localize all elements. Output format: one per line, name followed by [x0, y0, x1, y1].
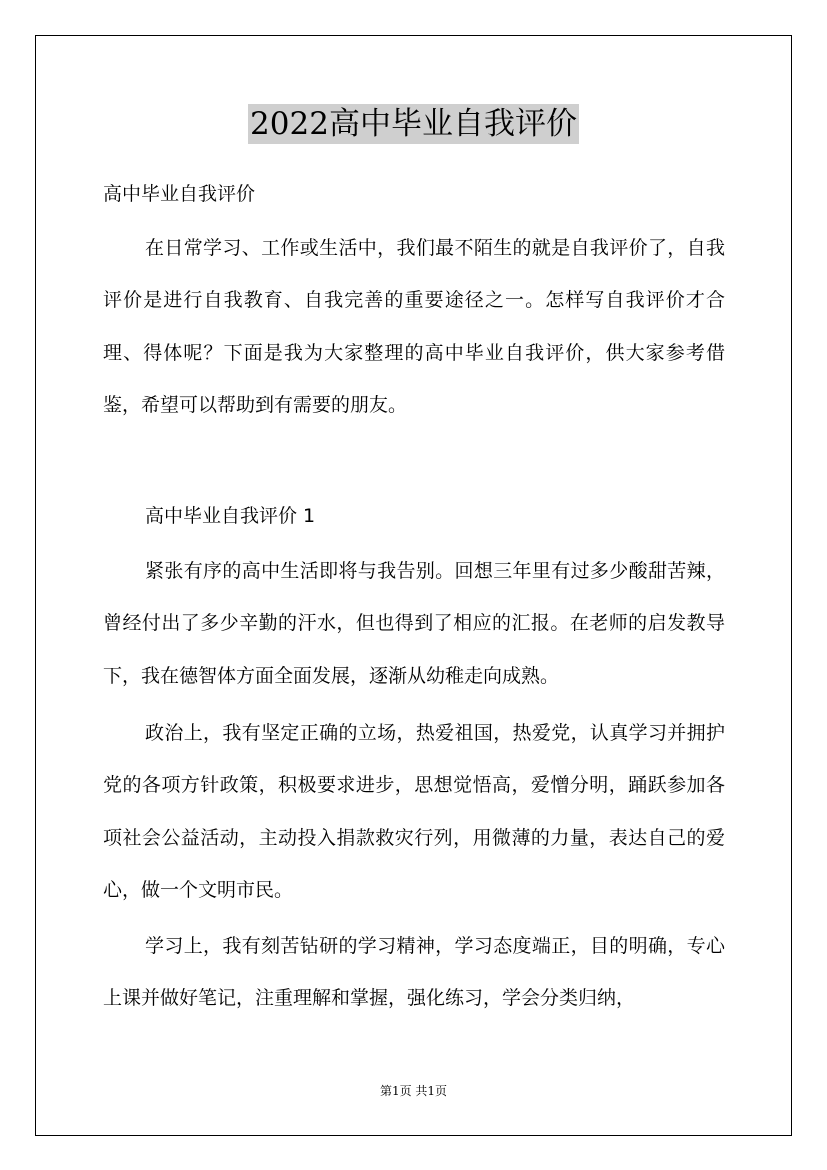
body-paragraph-2: 政治上，我有坚定正确的立场，热爱祖国，热爱党，认真学习并拥护党的各项方针政策，积极要求进步，思想觉悟高，爱憎分明，踊跃参加各项社会公益活动，主动投入捐款救灾行列，用微薄的力量，表达自己的爱心，做一个文明市民。 [103, 722, 725, 901]
section-heading: 高中毕业自我评价 1 [145, 505, 316, 527]
page-footer: 第1页 共1页 [379, 1084, 448, 1098]
intro-paragraph: 在日常学习、工作或生活中，我们最不陌生的就是自我评价了，自我评价是进行自我教育、自我完善的重要途径之一。怎样写自我评价才合理、得体呢？下面是我为大家整理的高中毕业自我评价，供大家参考借鉴，希望可以帮助到有需要的朋友。 [103, 237, 725, 416]
document-title: 2022高中毕业自我评价 [250, 106, 577, 142]
body-paragraph-1: 紧张有序的高中生活即将与我告别。回想三年里有过多少酸甜苦辣，曾经付出了多少辛勤的汗水，但也得到了相应的汇报。在老师的启发教导下，我在德智体方面全面发展，逐渐从幼稚走向成熟。 [103, 560, 725, 687]
body-paragraph-3: 学习上，我有刻苦钻研的学习精神，学习态度端正，目的明确，专心上课并做好笔记，注重理解和掌握，强化练习，学会分类归纳， [103, 935, 725, 1010]
subtitle: 高中毕业自我评价 [103, 183, 256, 205]
